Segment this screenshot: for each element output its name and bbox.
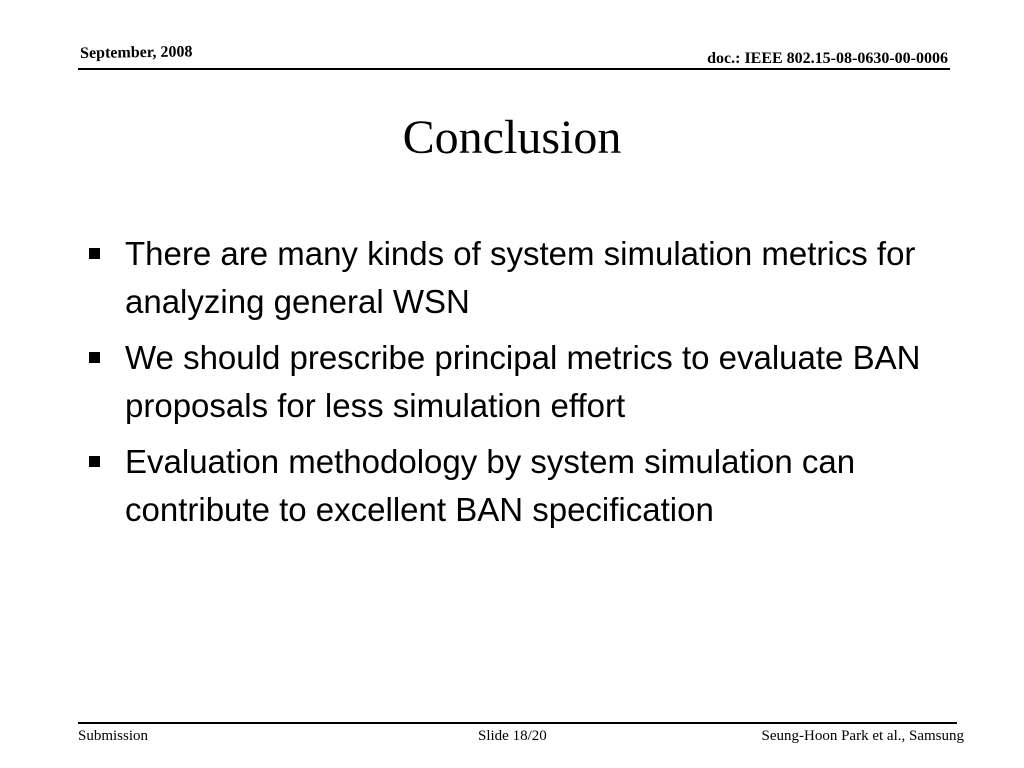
bullet-list <box>88 230 948 542</box>
bullet-text: Evaluation methodology by system simulation can contribute to excellent BAN specification <box>125 443 856 528</box>
bullet-item <box>88 438 948 534</box>
header-document-id: doc.: IEEE 802.15-08-0630-00-0006 <box>707 50 948 67</box>
footer-submission: Submission <box>78 728 149 744</box>
bullet-item <box>88 230 948 326</box>
square-bullet-icon <box>89 456 100 467</box>
slide-title: Conclusion <box>402 111 622 164</box>
header-date: September, 2008 <box>80 43 193 62</box>
bullet-text: We should prescribe principal metrics to evaluate BAN proposals for less simulation effort <box>125 339 921 424</box>
header-divider <box>78 68 950 70</box>
square-bullet-icon <box>89 248 100 259</box>
bullet-item <box>88 334 948 430</box>
bullet-text: There are many kinds of system simulation metrics for analyzing general WSN <box>125 235 916 320</box>
footer-divider <box>78 722 957 724</box>
footer-author: Seung-Hoon Park et al., Samsung <box>761 728 964 744</box>
footer-slide-number: Slide 18/20 <box>478 728 547 744</box>
square-bullet-icon <box>89 352 100 363</box>
